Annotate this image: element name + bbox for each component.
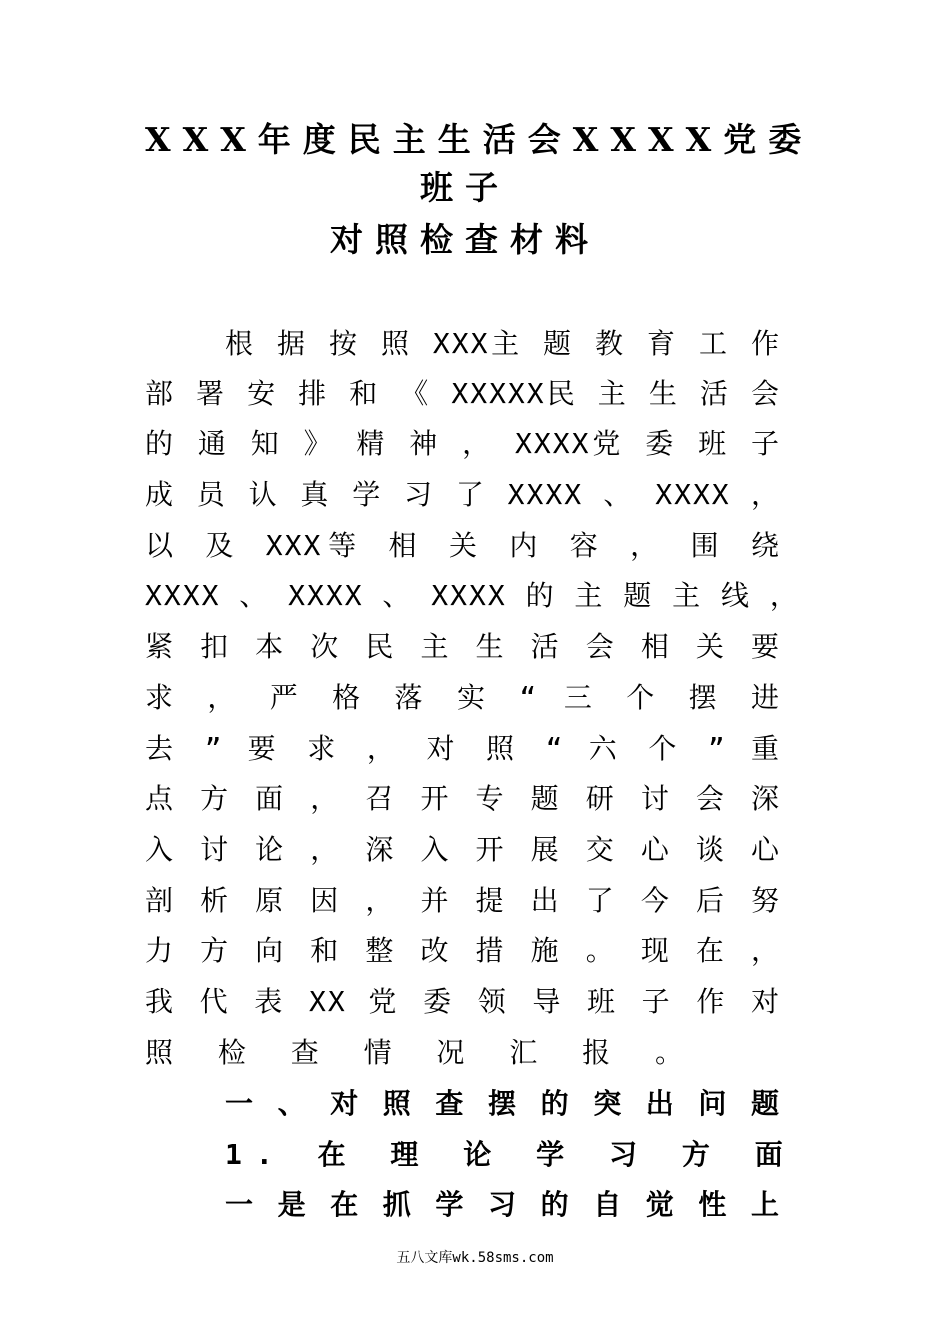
body-line: 我 代 表 XX 党 委 领 导 班 子 作 对 [145, 985, 781, 1018]
body-line: 部 署 安 排 和 《 XXXXX民 主 生 活 会 [145, 377, 781, 410]
body-line: XXXX 、 XXXX 、 XXXX 的 主 题 主 线 ， [145, 579, 800, 612]
body-line: 以 及 XXX等 相 关 内 容 ， 围 绕 [145, 529, 781, 562]
body-line-bold: 一 是 在 抓 学 习 的 自 觉 性 上 [225, 1188, 781, 1221]
body-line: 根 据 按 照 XXX主 题 教 育 工 作 [225, 327, 781, 360]
body-line: 照 检 查 情 况 汇 报 。 [145, 1036, 698, 1069]
body-line: 成 员 认 真 学 习 了 XXXX 、 XXXX ， [145, 478, 781, 511]
body-line: 求 ， 严 格 落 实 “ 三 个 摆 进 [145, 681, 781, 714]
body-line: 剖 析 原 因 ， 并 提 出 了 今 后 努 [145, 884, 781, 917]
document-title-line1: XXX年度民主生活会XXXX党委 [145, 120, 814, 159]
body-line: 入 讨 论 ， 深 入 开 展 交 心 谈 心 [145, 833, 781, 866]
subsection-heading: 1. 在 理 论 学 习 方 面 [225, 1138, 797, 1171]
body-line: 点 方 面 ， 召 开 专 题 研 讨 会 深 [145, 782, 781, 815]
footer-watermark: 五八文库wk.58sms.com [396, 1250, 554, 1266]
body-line: 力 方 向 和 整 改 措 施 。 现 在 ， [145, 934, 781, 967]
section-heading: 一 、 对 照 查 摆 的 突 出 问 题 [225, 1087, 781, 1120]
body-line: 的 通 知 》 精 神 ， XXXX党 委 班 子 [145, 427, 781, 460]
body-line: 去 ” 要 求 ， 对 照 “ 六 个 ” 重 [145, 732, 781, 765]
document-title-line2: 班子 [420, 168, 510, 207]
body-line: 紧 扣 本 次 民 主 生 活 会 相 关 要 [145, 630, 781, 663]
document-title-line3: 对照检查材料 [330, 220, 600, 259]
